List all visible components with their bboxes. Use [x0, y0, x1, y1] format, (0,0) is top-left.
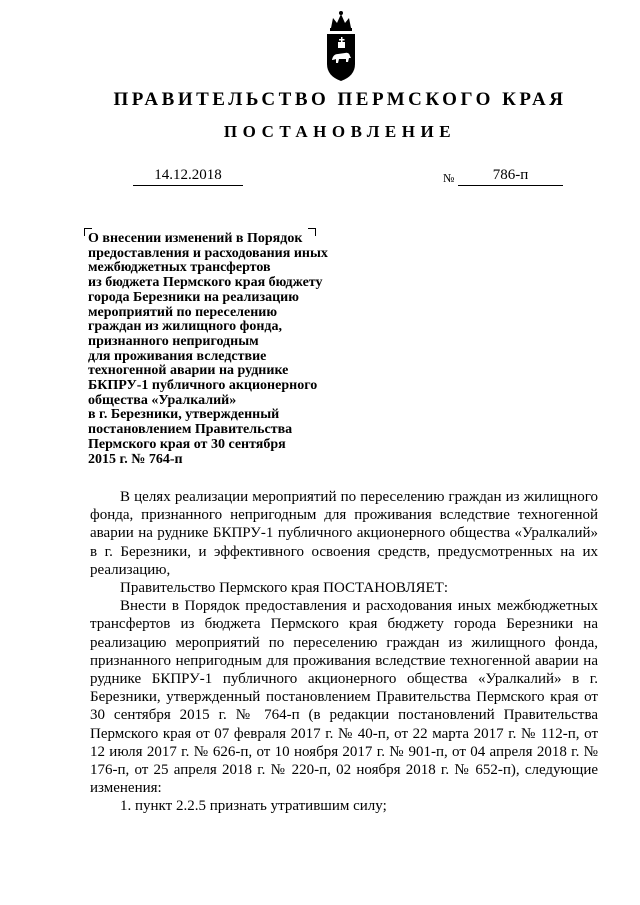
- resolution-statement: Правительство Пермского края ПОСТАНОВЛЯЕТ:: [120, 580, 449, 597]
- heading-line: граждан из жилищного фонда,: [88, 319, 283, 335]
- heading-line: из бюджета Пермского края бюджету: [88, 275, 323, 291]
- heading-line: города Березники на реализацию: [88, 289, 299, 305]
- heading-line: 2015 г. № 764-п: [88, 451, 183, 467]
- heading-line: общества «Уралкалий»: [88, 392, 237, 408]
- heading-line: для проживания вследствие: [88, 348, 267, 364]
- heading-line: в г. Березники, утвержденный: [88, 407, 280, 423]
- heading-line: техногенной аварии на руднике: [88, 363, 289, 379]
- document-date: 14.12.2018: [133, 167, 243, 186]
- preamble-paragraph: В целях реализации мероприятий по переселению граждан из жилищного фонда, признанного непригодным для проживания вследствие техногенной аварии на руднике БКПРУ-1 публичного акционерного общества «Уралкалий» в г. Березники, и эффективного освоения средств, предусмотренных на их реализацию,: [90, 489, 598, 578]
- heading-line: признанного непригодным: [88, 333, 259, 349]
- heading-line: БКПРУ-1 публичного акционерного: [88, 378, 318, 394]
- heading-line: мероприятий по переселению: [88, 304, 278, 320]
- amendment-item-1: 1. пункт 2.2.5 признать утратившим силу;: [120, 798, 387, 815]
- perm-krai-coat-of-arms-icon: [323, 10, 359, 84]
- number-label: №: [443, 171, 455, 185]
- document-heading: [88, 232, 378, 467]
- document-type: ПОСТАНОВЛЕНИЕ: [223, 122, 457, 141]
- heading-line: предоставления и расходования иных: [88, 245, 328, 261]
- organization-title: ПРАВИТЕЛЬСТВО ПЕРМСКОГО КРАЯ: [113, 89, 567, 110]
- document-body: [90, 488, 598, 816]
- heading-line: О внесении изменений в Порядок: [88, 231, 303, 246]
- amendment-paragraph: Внести в Порядок предоставления и расходования иных межбюджетных трансфертов из бюджета Пермского края бюджету города Березники на реализацию мероприятий по переселению граждан из жилищного фонда, признанного непригодным для проживания вследствие техногенной аварии на руднике БКПРУ-1 публичного акционерного общества «Уралкалий» в г. Березники, утвержденный постановлением Правительства Пермского края от 30 сентября 2015 г. № 764-п (в редакции постановлений Правительства Пермского края от 07 февраля 2017 г. № 40-п, от 22 марта 2017 г. № 112-п, от 12 июля 2017 г. № 626-п, от 10 ноября 2017 г. № 901-п, от 04 апреля 2018 г. № 176-п, от 25 апреля 2018 г. № 220-п, 02 ноября 2018 г. № 652-п), следующие изменения:: [90, 598, 598, 797]
- document-number: 786-п: [458, 167, 563, 186]
- heading-line: постановлением Правительства: [88, 422, 293, 438]
- heading-line: межбюджетных трансфертов: [88, 260, 271, 276]
- heading-line: Пермского края от 30 сентября: [88, 436, 286, 452]
